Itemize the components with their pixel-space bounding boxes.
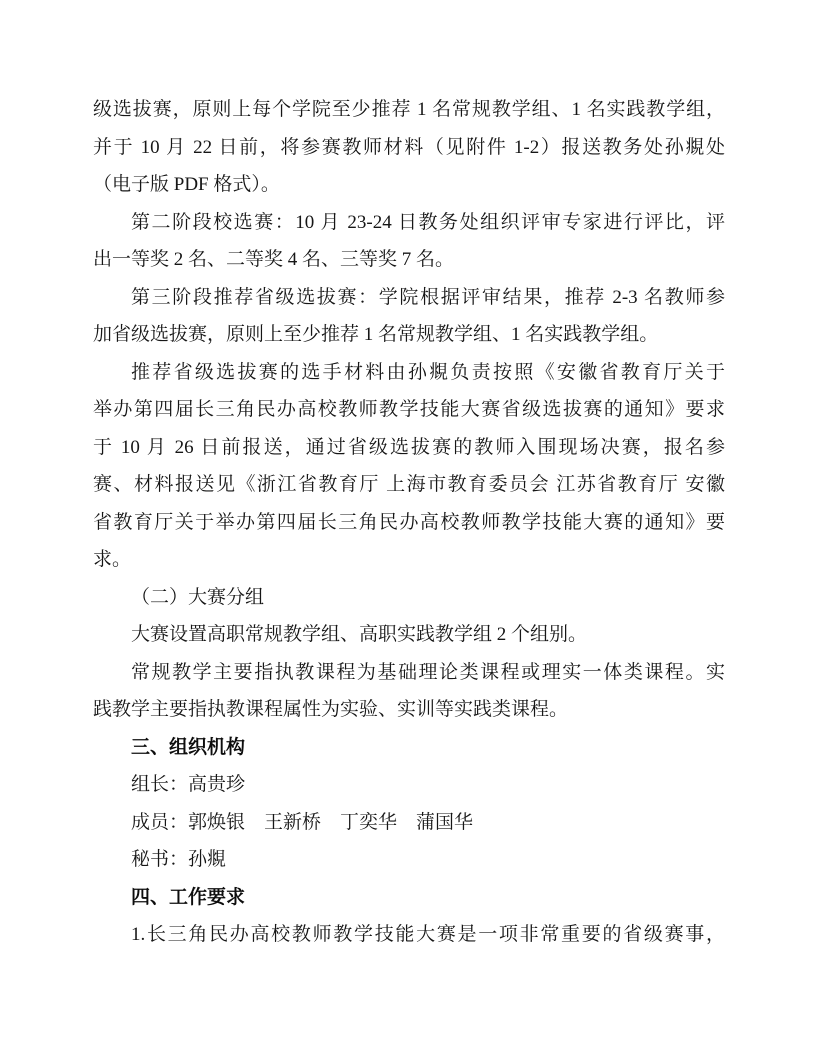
document-line: 践教学主要指执教课程属性为实验、实训等实践类课程。 — [93, 699, 569, 720]
document-line: （二）大赛分组 — [131, 586, 265, 608]
document-line: 出一等奖 2 名、二等奖 4 名、三等奖 7 名。 — [93, 249, 455, 270]
document-line: 并于 10 月 22 日前，将参赛教师材料（见附件 1-2）报送教务处孙覜处 — [93, 136, 725, 158]
document-line: 举办第四届长三角民办高校教师教学技能大赛省级选拔赛的通知》要求 — [93, 399, 725, 420]
document-line: 加省级选拔赛，原则上至少推荐 1 名常规教学组、1 名实践教学组。 — [93, 324, 659, 345]
document-line: 于 10 月 26 日前报送，通过省级选拔赛的教师入围现场决赛，报名参 — [93, 436, 725, 458]
document-line: 组长：高贵珍 — [131, 774, 246, 795]
document-line: 级选拔赛，原则上每个学院至少推荐 1 名常规教学组、1 名实践教学组， — [93, 99, 725, 120]
document-line: 求。 — [93, 549, 132, 570]
document-line: 第三阶段推荐省级选拔赛：学院根据评审结果，推荐 2-3 名教师参 — [131, 286, 725, 308]
document-line: 省教育厅关于举办第四届长三角民办高校教师教学技能大赛的通知》要 — [93, 511, 725, 533]
document-line: 秘书：孙覜 — [131, 849, 227, 870]
section-heading: 四、工作要求 — [131, 886, 246, 908]
document-line: 成员：郭焕银 王新桥 丁奕华 蒲国华 — [131, 811, 474, 833]
document-line: 第二阶段校选赛：10 月 23-24 日教务处组织评审专家进行评比，评 — [131, 211, 725, 233]
document-line: 常规教学主要指执教课程为基础理论类课程或理实一体类课程。实 — [131, 661, 725, 683]
document-content — [93, 91, 725, 954]
document-line: 1.长三角民办高校教师教学技能大赛是一项非常重要的省级赛事， — [131, 924, 725, 945]
document-line: （电子版 PDF 格式）。 — [93, 174, 280, 195]
document-line: 大赛设置高职常规教学组、高职实践教学组 2 个组别。 — [131, 624, 588, 645]
document-line: 推荐省级选拔赛的选手材料由孙覜负责按照《安徽省教育厅关于 — [131, 361, 725, 383]
section-heading: 三、组织机构 — [131, 736, 246, 758]
document-line: 赛、材料报送见《浙江省教育厅 上海市教育委员会 江苏省教育厅 安徽 — [93, 474, 725, 495]
